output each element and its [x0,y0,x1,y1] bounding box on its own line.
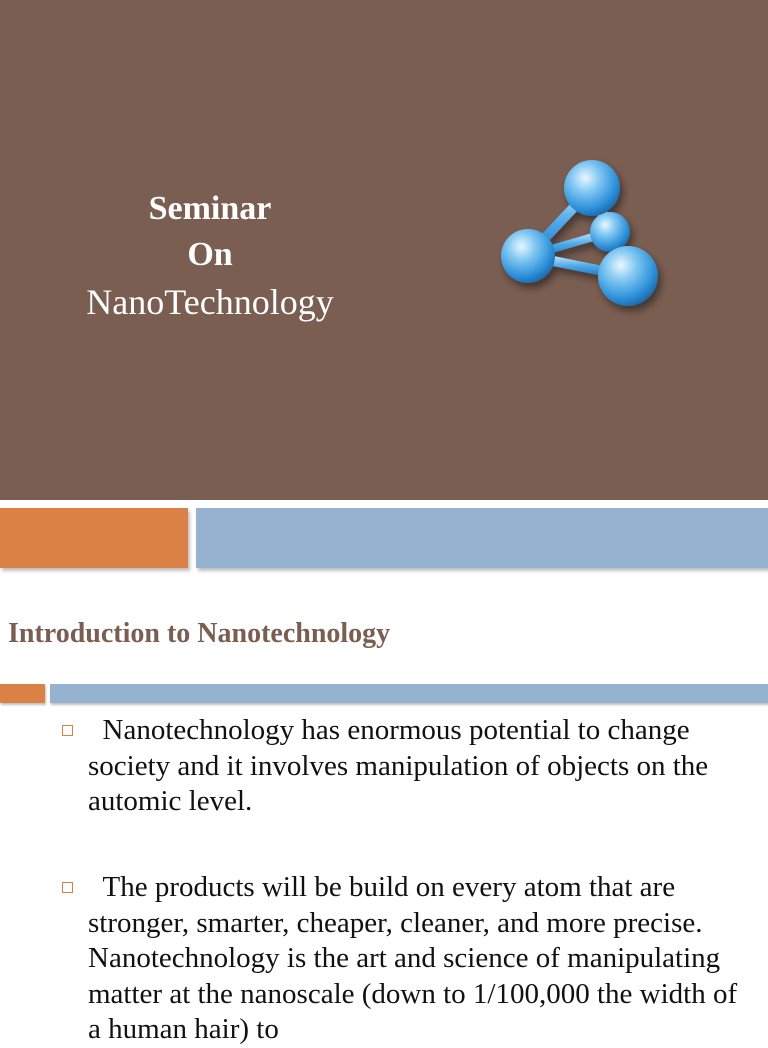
hollow-square-bullet-icon [62,882,73,893]
slide-title-block [60,186,360,326]
bullet-text: Nanotechnology has enormous potential to change society and it involves manipulation of objects on the automic level. [88,714,716,817]
title-underline-orange-bar [0,684,45,703]
slide-title-on: On [187,236,233,273]
page-title: Introduction to Nanotechnology [8,618,391,649]
slide-accent-blue-bar [196,508,768,568]
slide-accent-orange-bar [0,508,188,568]
bullet-item [88,870,748,1048]
bullet-item [88,713,748,820]
title-underline-blue-bar [50,684,768,703]
slide-title-topic: NanoTechnology [86,282,334,322]
hollow-square-bullet-icon [62,725,73,736]
molecule-icon [488,148,678,328]
slide-title-seminar: Seminar [148,190,272,227]
title-slide [0,0,768,500]
bullet-text: The products will be build on every atom that are stronger, smarter, cheaper, cleaner, and more precise. Nanotechnology is the art and science of manipulating matter at the nanoscale (down to 1/100,000 the width of a human hair) to [88,871,745,1045]
